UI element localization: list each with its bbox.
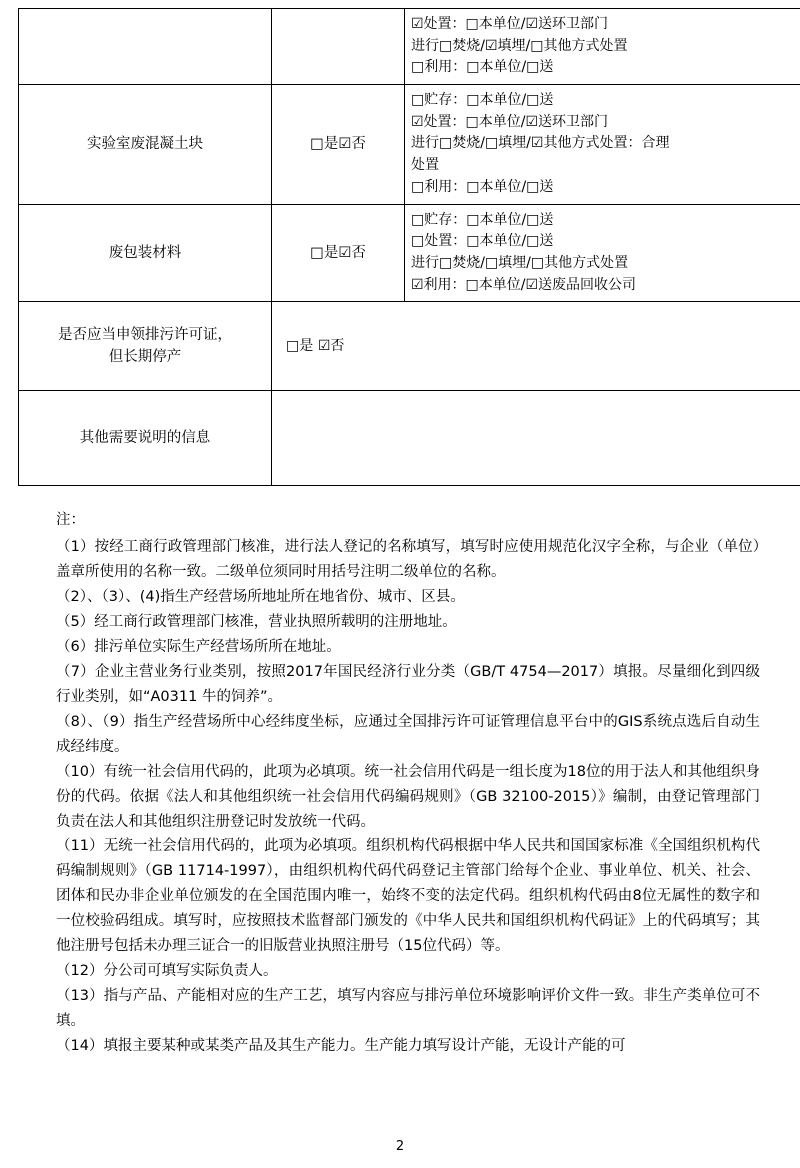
table-row bbox=[19, 204, 800, 302]
option-line: 进行□焚烧/□填埋/☑其他方式处置：合理 bbox=[411, 133, 800, 155]
row-yesno bbox=[272, 9, 405, 85]
table-row bbox=[19, 9, 800, 85]
pollutant-disposal-table bbox=[18, 8, 800, 486]
option-line: 进行□焚烧/☑填埋/□其他方式处置 bbox=[411, 36, 800, 58]
row-options bbox=[405, 9, 800, 85]
permit-row-label bbox=[19, 302, 272, 391]
note-item: （12）分公司可填写实际负责人。 bbox=[56, 959, 760, 984]
row-label bbox=[19, 9, 272, 85]
row-yesno: □是☑否 bbox=[272, 85, 405, 204]
note-item: （2）、（3）、(4)指生产经营场所地址所在地省份、城市、区县。 bbox=[56, 585, 760, 610]
other-info-label: 其他需要说明的信息 bbox=[19, 391, 272, 486]
row-yesno: □是☑否 bbox=[272, 204, 405, 302]
note-item: （13）指与产品、产能相对应的生产工艺，填写内容应与排污单位环境影响评价文件一致。非生产类单位可不填。 bbox=[56, 984, 760, 1034]
note-item: （7）企业主营业务行业类别，按照2017年国民经济行业分类（GB/T 4754—2017）填报。尽量细化到四级行业类别，如“A0311 牛的饲养”。 bbox=[56, 660, 760, 710]
option-line: □处置：□本单位/□送 bbox=[411, 231, 800, 253]
note-item: （5）经工商行政管理部门核准，营业执照所载明的注册地址。 bbox=[56, 610, 760, 635]
permit-label-line1: 是否应当申领排污许可证， bbox=[25, 324, 265, 346]
option-line: 进行□焚烧/□填埋/□其他方式处置 bbox=[411, 253, 800, 275]
row-label: 废包装材料 bbox=[19, 204, 272, 302]
permit-yes-checkbox[interactable]: □是 bbox=[286, 338, 313, 354]
permit-row bbox=[19, 302, 800, 391]
note-item: （6）排污单位实际生产经营场所所在地址。 bbox=[56, 635, 760, 660]
notes-title: 注： bbox=[56, 508, 760, 533]
option-line: ☑处置：□本单位/☑送环卫部门 bbox=[411, 112, 800, 134]
option-line: ☑利用：□本单位/☑送废品回收公司 bbox=[411, 275, 800, 297]
option-line: □利用：□本单位/□送 bbox=[411, 57, 800, 79]
note-item: （1）按经工商行政管理部门核准，进行法人登记的名称填写，填写时应使用规范化汉字全称，与企业（单位）盖章所使用的名称一致。二级单位须同时用括号注明二级单位的名称。 bbox=[56, 535, 760, 585]
option-line: □贮存：□本单位/□送 bbox=[411, 90, 800, 112]
other-info-value bbox=[272, 391, 800, 486]
permit-row-options bbox=[272, 302, 800, 391]
table-row bbox=[19, 85, 800, 204]
document-page bbox=[0, 8, 800, 1168]
option-line: ☑处置：□本单位/☑送环卫部门 bbox=[411, 14, 800, 36]
row-label: 实验室废混凝土块 bbox=[19, 85, 272, 204]
option-line: 处置 bbox=[411, 155, 800, 177]
note-item: （14）填报主要某种或某类产品及其生产能力。生产能力填写设计产能，无设计产能的可 bbox=[56, 1034, 760, 1059]
option-line: □利用：□本单位/□送 bbox=[411, 177, 800, 199]
page-number: 2 bbox=[0, 1139, 800, 1154]
notes-section bbox=[0, 508, 800, 1059]
permit-label-line2: 但长期停产 bbox=[25, 346, 265, 368]
note-item: （10）有统一社会信用代码的，此项为必填项。统一社会信用代码是一组长度为18位的用于法人和其他组织身份的代码。依据《法人和其他组织统一社会信用代码编码规则》（GB 32100-2015）》编制，由登记管理部门负责在法人和其他组织注册登记时发放统一代码。 bbox=[56, 760, 760, 835]
other-info-row bbox=[19, 391, 800, 486]
option-line: □贮存：□本单位/□送 bbox=[411, 210, 800, 232]
row-options bbox=[405, 85, 800, 204]
row-options bbox=[405, 204, 800, 302]
permit-no-checkbox[interactable]: ☑否 bbox=[318, 338, 345, 354]
note-item: （11）无统一社会信用代码的，此项为必填项。组织机构代码根据中华人民共和国国家标准《全国组织机构代码编制规则》（GB 11714-1997），由组织机构代码代码登记主管部门给每个企业、事业单位、机关、社会、团体和民办非企业单位颁发的在全国范围内唯一，始终不变的法定代码。组织机构代码由8位无属性的数字和一位校验码组成。填写时，应按照技术监督部门颁发的《中华人民共和国组织机构代码证》上的代码填写；其他注册号包括未办理三证合一的旧版营业执照注册号（15位代码）等。 bbox=[56, 834, 760, 959]
note-item: （8）、（9）指生产经营场所中心经纬度坐标，应通过全国排污许可证管理信息平台中的GIS系统点选后自动生成经纬度。 bbox=[56, 710, 760, 760]
